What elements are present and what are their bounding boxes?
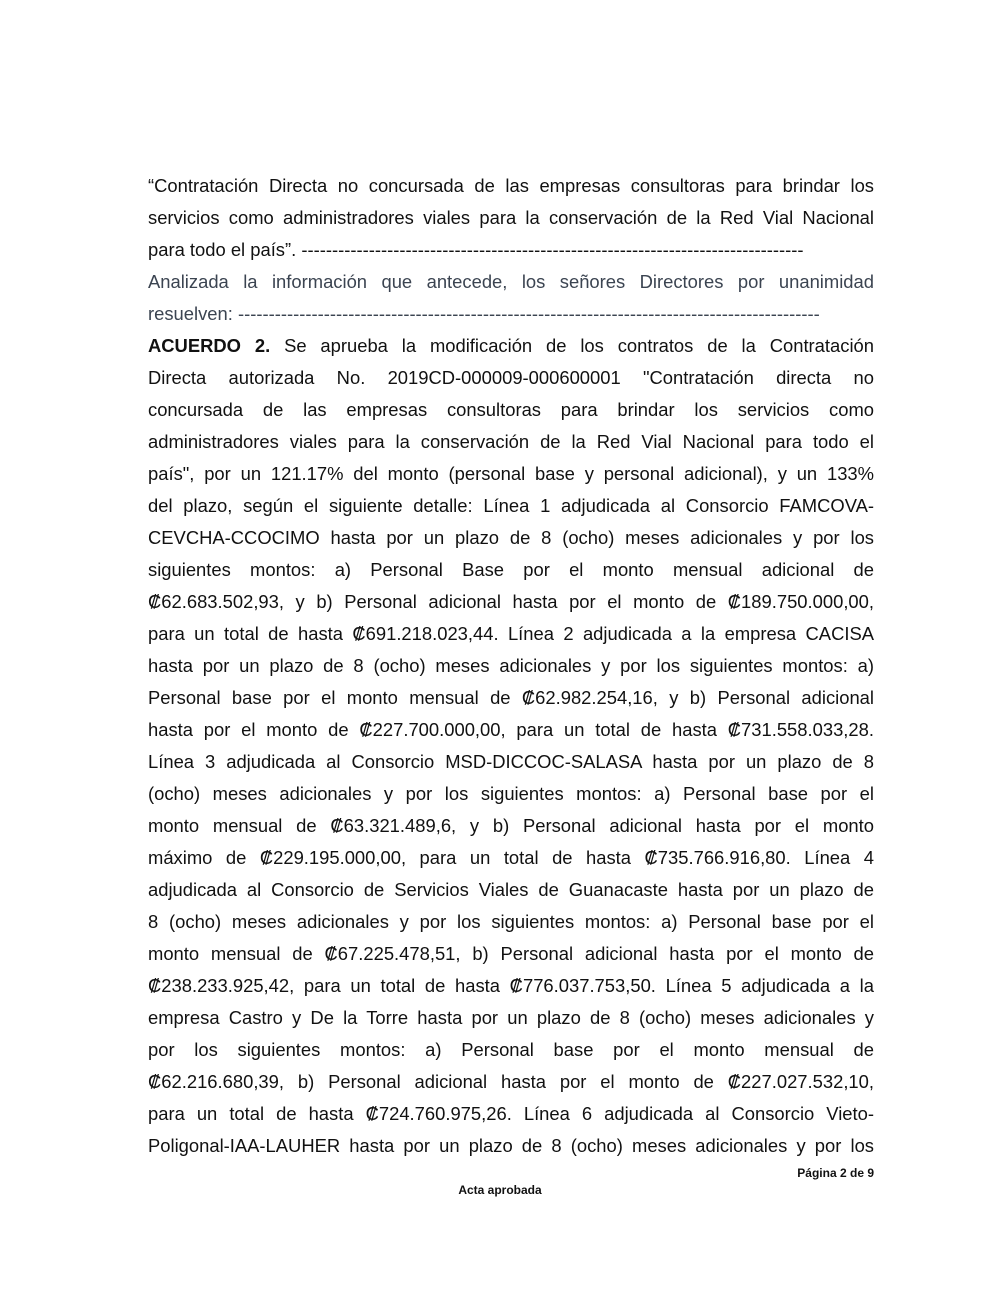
body-text-line: hasta por un plazo de 8 (ocho) meses adicionales y por los siguientes montos: a) bbox=[148, 655, 874, 676]
body-text-line: ₡62.216.680,39, b) Personal adicional hasta por el monto de ₡227.027.532,10, bbox=[148, 1071, 874, 1092]
body-text-line: servicios como administradores viales para la conservación de la Red Vial Nacional bbox=[148, 207, 874, 228]
document-status-footer: Acta aprobada bbox=[458, 1183, 542, 1197]
page-number: Página 2 de 9 bbox=[797, 1166, 874, 1180]
body-text-line: para un total de hasta ₡691.218.023,44. Línea 2 adjudicada a la empresa CACISA bbox=[148, 623, 874, 644]
body-text-line: adjudicada al Consorcio de Servicios Viales de Guanacaste hasta por un plazo de bbox=[148, 879, 874, 900]
body-text-line: para todo el país”. ---------------------------------------------------------------------------------- bbox=[148, 239, 804, 260]
body-text-line: administradores viales para la conservación de la Red Vial Nacional para todo el bbox=[148, 431, 874, 452]
body-text-line: concursada de las empresas consultoras para brindar los servicios como bbox=[148, 399, 874, 420]
resolution-text-line: resuelven: ----------------------------------------------------------------------------------------------- bbox=[148, 303, 820, 324]
resolution-text-line: Analizada la información que antecede, los señores Directores por unanimidad bbox=[148, 271, 874, 292]
body-text-line: hasta por el monto de ₡227.700.000,00, para un total de hasta ₡731.558.033,28. bbox=[148, 719, 874, 740]
body-text-line: Poligonal-IAA-LAUHER hasta por un plazo de 8 (ocho) meses adicionales y por los bbox=[148, 1135, 874, 1156]
body-text-line: ₡62.683.502,93, y b) Personal adicional hasta por el monto de ₡189.750.000,00, bbox=[148, 591, 874, 612]
body-text-line: monto mensual de ₡63.321.489,6, y b) Personal adicional hasta por el monto bbox=[148, 815, 874, 836]
body-text-line: “Contratación Directa no concursada de las empresas consultoras para brindar los bbox=[148, 175, 874, 196]
body-text-line: Directa autorizada No. 2019CD-000009-000600001 "Contratación directa no bbox=[148, 367, 874, 388]
body-text-line: empresa Castro y De la Torre hasta por un plazo de 8 (ocho) meses adicionales y bbox=[148, 1007, 874, 1028]
body-text-line: máximo de ₡229.195.000,00, para un total de hasta ₡735.766.916,80. Línea 4 bbox=[148, 847, 874, 868]
body-text-line: Personal base por el monto mensual de ₡62.982.254,16, y b) Personal adicional bbox=[148, 687, 874, 708]
body-text-line: para un total de hasta ₡724.760.975,26. Línea 6 adjudicada al Consorcio Vieto- bbox=[148, 1103, 874, 1124]
body-text-line: CEVCHA-CCOCIMO hasta por un plazo de 8 (ocho) meses adicionales y por los bbox=[148, 527, 874, 548]
body-text-line: monto mensual de ₡67.225.478,51, b) Personal adicional hasta por el monto de bbox=[148, 943, 874, 964]
body-text-line: por los siguientes montos: a) Personal base por el monto mensual de bbox=[148, 1039, 874, 1060]
body-text-line: (ocho) meses adicionales y por los siguientes montos: a) Personal base por el bbox=[148, 783, 874, 804]
body-text-line: ₡238.233.925,42, para un total de hasta ₡776.037.753,50. Línea 5 adjudicada a la bbox=[148, 975, 874, 996]
agreement-heading-line bbox=[148, 330, 874, 362]
body-text-line: 8 (ocho) meses adicionales y por los siguientes montos: a) Personal base por el bbox=[148, 911, 874, 932]
agreement-label: ACUERDO 2. bbox=[148, 335, 271, 356]
body-text-line: país", por un 121.17% del monto (personal base y personal adicional), y un 133% bbox=[148, 463, 874, 484]
body-text-line: del plazo, según el siguiente detalle: Línea 1 adjudicada al Consorcio FAMCOVA- bbox=[148, 495, 874, 516]
agreement-text: Se aprueba la modificación de los contratos de la Contratación bbox=[284, 335, 874, 356]
body-text-line: siguientes montos: a) Personal Base por el monto mensual adicional de bbox=[148, 559, 874, 580]
body-text-line: Línea 3 adjudicada al Consorcio MSD-DICCOC-SALASA hasta por un plazo de 8 bbox=[148, 751, 874, 772]
